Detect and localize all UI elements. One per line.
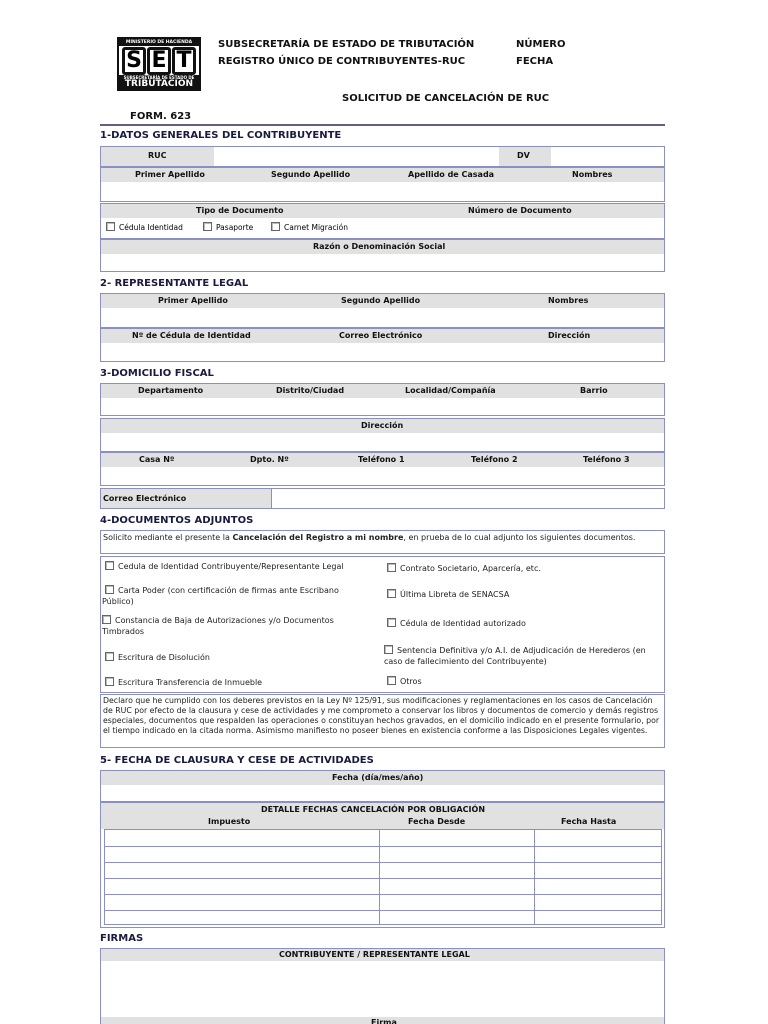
table-col-divider [661, 829, 662, 925]
checkbox[interactable] [106, 222, 115, 231]
documento-box [100, 203, 665, 239]
declaracion-text: Declaro que he cumplido con los deberes previstos en la Ley Nº 125/91, sus modificaciones y reglamentaciones en los casos de Cancelación de RUC por efecto de la clausura y cese de actividades y me comprometo a conservar los libros y documentos de comercio y demás registros especiales, documentos que respalden las operaciones o constituyan hechos gravados, en el domicilio indicado en el presente formulario, por el tiempo indicado en la citada norma. Asimismo manifiesto no poseer bienes en existencia conforme a las Disposiciones Legales vigentes. [100, 694, 665, 748]
domicilio-header [101, 384, 664, 398]
ruc-label-cell [101, 147, 214, 166]
rep-nombres-header [101, 294, 664, 308]
correo-row [100, 488, 665, 509]
dv-field[interactable] [551, 147, 664, 166]
domicilio-field[interactable] [101, 398, 664, 415]
checkbox[interactable] [203, 222, 212, 231]
rep-col-correo: Correo Electrónico [339, 331, 423, 340]
col-barrio: Barrio [580, 386, 608, 395]
table-row [104, 924, 661, 925]
razon-header [101, 240, 664, 254]
rep-col-primer-apellido: Primer Apellido [158, 296, 228, 305]
doc-otros[interactable]: Otros [387, 676, 662, 687]
doc-sentencia[interactable]: Sentencia Definitiva y/o A.I. de Adjudicación de Herederos (en caso de fallecimiento del Contribuyente) [384, 646, 646, 666]
doc-carta-poder[interactable]: Carta Poder (con certificación de firmas ante Escribano Público) [102, 586, 339, 606]
table-row [104, 878, 661, 879]
razon-field[interactable] [101, 254, 664, 271]
correo-label: Correo Electrónico [103, 494, 187, 503]
col-distrito: Distrito/Ciudad [276, 386, 345, 395]
table-col-divider [104, 829, 105, 925]
table-row [104, 862, 661, 863]
section5-title: 5- FECHA DE CLAUSURA Y CESE DE ACTIVIDADES [100, 755, 374, 766]
col-segundo-apellido: Segundo Apellido [271, 170, 351, 179]
doc-option-carnet[interactable]: Carnet Migración [271, 222, 348, 232]
firma-label: Firma [371, 1018, 397, 1024]
direccion-header [101, 419, 664, 433]
logo-bottom-band [119, 75, 199, 89]
logo-bottom-text: TRIBUTACION [124, 79, 194, 89]
fecha-cierre-box [100, 770, 665, 802]
table-col-divider [379, 829, 380, 925]
contribuyente-label: CONTRIBUYENTE / REPRESENTANTE LEGAL [279, 950, 470, 959]
nombres-field[interactable] [101, 182, 664, 201]
rep-nombres-box [100, 293, 665, 328]
ruc-row [100, 146, 665, 167]
detalle-title: DETALLE FECHAS CANCELACIÓN POR OBLIGACIÓN [261, 805, 486, 814]
fecha-cierre-label: Fecha (día/mes/año) [332, 773, 424, 782]
checkbox[interactable] [387, 563, 396, 572]
nombres-header [101, 168, 664, 182]
rep-col-nombres: Nombres [548, 296, 589, 305]
col-fecha-desde: Fecha Desde [408, 817, 466, 826]
direccion-field[interactable] [101, 433, 664, 451]
firma-footer [101, 1017, 664, 1024]
doc-transferencia[interactable]: Escritura Transferencia de Inmueble [105, 677, 370, 688]
checkbox[interactable] [105, 561, 114, 570]
numero-documento-label: Número de Documento [468, 206, 572, 215]
nombres-box [100, 167, 665, 202]
section2-title: 2- REPRESENTANTE LEGAL [100, 278, 249, 289]
col-fecha-hasta: Fecha Hasta [561, 817, 617, 826]
logo-top-text: MINISTERIO DE HACIENDA [119, 39, 199, 46]
table-row [104, 894, 661, 895]
col-impuesto: Impuesto [208, 817, 251, 826]
firmas-title: FIRMAS [100, 933, 144, 944]
section1-title: 1-DATOS GENERALES DEL CONTRIBUYENTE [100, 130, 342, 141]
section3-title: 3-DOMICILIO FISCAL [100, 368, 214, 379]
logo-letter-t: T [172, 47, 196, 75]
checkbox[interactable] [102, 615, 111, 624]
firma-box [100, 948, 665, 1024]
header-rule [100, 124, 665, 126]
numero-documento-field[interactable] [401, 218, 664, 238]
form-title: SOLICITUD DE CANCELACIÓN DE RUC [342, 93, 550, 104]
documento-header [101, 204, 664, 218]
col-casa: Casa Nº [139, 455, 175, 464]
checkbox[interactable] [387, 676, 396, 685]
rep-contacto-box [100, 328, 665, 362]
checkbox[interactable] [387, 589, 396, 598]
table-row [104, 846, 661, 847]
doc-cedula-autorizado[interactable]: Cédula de Identidad autorizado [387, 618, 662, 629]
doc-disolucion[interactable]: Escritura de Disolución [105, 652, 370, 663]
col-telefono2: Teléfono 2 [471, 455, 518, 464]
fecha-cierre-field[interactable] [101, 785, 664, 801]
table-row [104, 829, 661, 830]
col-apellido-casada: Apellido de Casada [408, 170, 495, 179]
fecha-label: FECHA [516, 56, 554, 67]
checkbox[interactable] [384, 645, 393, 654]
section4-title: 4-DOCUMENTOS ADJUNTOS [100, 515, 254, 526]
tipo-documento-label: Tipo de Documento [196, 206, 284, 215]
doc-constancia-baja[interactable]: Constancia de Baja de Autorizaciones y/o Documentos Timbrados [102, 616, 334, 636]
dv-label-cell [499, 147, 551, 166]
fecha-cierre-header [101, 771, 664, 785]
intro-c: , en prueba de lo cual adjunto los siguientes documentos. [403, 533, 636, 542]
header-line2: REGISTRO ÚNICO DE CONTRIBUYENTES-RUC [218, 56, 466, 67]
checkbox[interactable] [105, 585, 114, 594]
rep-col-cedula: Nº de Cédula de Identidad [132, 331, 251, 340]
numero-label: NÚMERO [516, 39, 566, 50]
logo-letter-e: E [147, 47, 171, 75]
correo-label-cell [101, 489, 271, 508]
rep-contacto-field[interactable] [101, 343, 664, 361]
doc-cedula[interactable]: Cedula de Identidad Contribuyente/Representante Legal [105, 561, 370, 572]
rep-contacto-header [101, 329, 664, 343]
rep-col-segundo-apellido: Segundo Apellido [341, 296, 421, 305]
table-col-divider [534, 829, 535, 925]
col-nombres: Nombres [572, 170, 613, 179]
col-primer-apellido: Primer Apellido [135, 170, 205, 179]
doc-senacsa[interactable]: Última Libreta de SENACSA [387, 589, 662, 600]
header-line1: SUBSECRETARÍA DE ESTADO DE TRIBUTACIÓN [218, 39, 475, 50]
razon-label: Razón o Denominación Social [313, 242, 446, 251]
detalle-table [100, 802, 665, 928]
col-telefono1: Teléfono 1 [358, 455, 405, 464]
solicitud-text [100, 530, 665, 554]
col-dpto: Dpto. Nº [250, 455, 289, 464]
dv-label: DV [517, 151, 530, 160]
table-row [104, 910, 661, 911]
doc-option-pasaporte[interactable]: Pasaporte [203, 222, 253, 232]
correo-field[interactable] [271, 489, 664, 508]
checkbox[interactable] [387, 618, 396, 627]
set-logo [117, 37, 201, 91]
firma-header [101, 949, 664, 961]
direccion-box [100, 418, 665, 452]
telefonos-field[interactable] [101, 467, 664, 485]
direccion-label: Dirección [361, 421, 404, 430]
detalle-header [101, 803, 664, 829]
doc-option-cedula[interactable]: Cédula Identidad [106, 222, 183, 232]
rep-col-direccion: Dirección [548, 331, 591, 340]
doc-contrato[interactable]: Contrato Societario, Aparcería, etc. [387, 563, 662, 574]
firma-field[interactable] [101, 961, 664, 1017]
col-localidad: Localidad/Compañía [405, 386, 496, 395]
form-number: FORM. 623 [130, 111, 192, 122]
documentos-list [100, 556, 665, 693]
telefonos-header [101, 453, 664, 467]
ruc-label: RUC [148, 151, 167, 160]
col-telefono3: Teléfono 3 [583, 455, 630, 464]
logo-letter-s: S [122, 47, 146, 75]
checkbox[interactable] [271, 222, 280, 231]
intro-a: Solicito mediante el presente la [103, 533, 233, 542]
logo-sub-text: SUBSECRETARÍA DE ESTADO DE [123, 75, 195, 80]
checkbox[interactable] [105, 652, 114, 661]
domicilio-box [100, 383, 665, 416]
rep-nombres-field[interactable] [101, 308, 664, 327]
col-departamento: Departamento [138, 386, 204, 395]
telefonos-box [100, 452, 665, 486]
intro-bold: Cancelación del Registro a mi nombre [232, 533, 404, 542]
checkbox[interactable] [105, 677, 114, 686]
razon-box [100, 239, 665, 272]
